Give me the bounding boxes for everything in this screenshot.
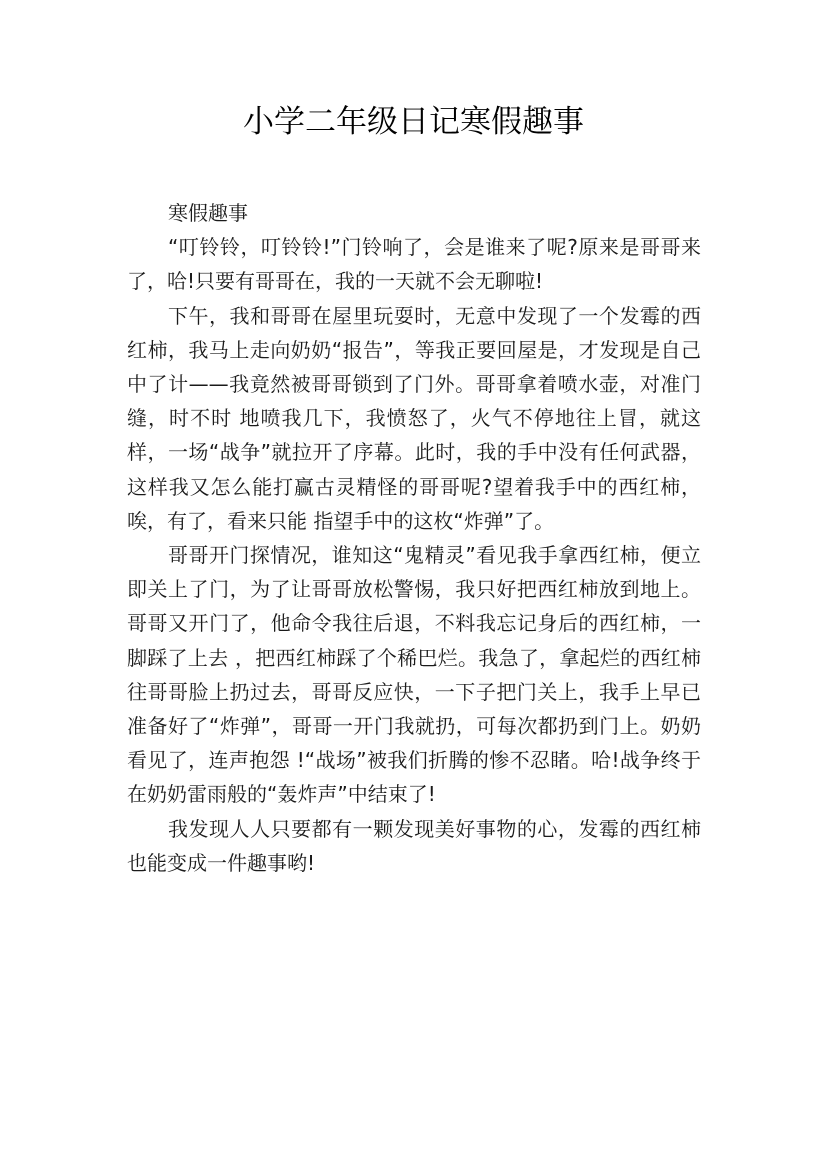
body-paragraph-4: 我发现人人只要都有一颗发现美好事物的心，发霉的西红柿也能变成一件趣事哟! bbox=[127, 816, 701, 875]
document-title: 小学二年级日记寒假趣事 bbox=[243, 104, 584, 140]
body-paragraph-3: 哥哥开门探情况，谁知这“鬼精灵”看见我手拿西红柿，便立即关上了门，为了让哥哥放松警惕，我只好把西红柿放到地上。哥哥又开门了，他命令我往后退，不料我忘记身后的西红柿，一脚踩了上去 ，把西红柿踩了个稀巴烂。我急了，拿起烂的西红柿往哥哥脸上扔过去，哥哥反应快，一下子把门关上，我手上早已准备好了“炸弹”，哥哥一开门我就扔，可每次都扔到门上。奶奶看见了，连声抱怨 !“战场”被我们折腾的惨不忍睹。哈!战争终于在奶奶雷雨般的“轰炸声”中结束了! bbox=[127, 543, 701, 807]
body-paragraph-2: 下午，我和哥哥在屋里玩耍时，无意中发现了一个发霉的西红柿，我马上走向奶奶“报告”，等我正要回屋是，才发现是自己中了计——我竟然被哥哥锁到了门外。哥哥拿着喷水壶，对准门缝，时不时 地喷我几下，我愤怒了，火气不停地往上冒，就这样，一场“战争”就拉开了序幕。此时，我的手中没有任何武器，这样我又怎么能打赢古灵精怪的哥哥呢?望着我手中的西红柿，唉，有了，看来只能 指望手中的这枚“炸弹”了。 bbox=[127, 303, 701, 533]
document-body bbox=[127, 196, 701, 880]
subtitle-paragraph: 寒假趣事 bbox=[168, 201, 248, 225]
body-paragraph-1: “叮铃铃，叮铃铃!”门铃响了，会是谁来了呢?原来是哥哥来了，哈!只要有哥哥在，我的一天就不会无聊啦! bbox=[127, 235, 701, 294]
